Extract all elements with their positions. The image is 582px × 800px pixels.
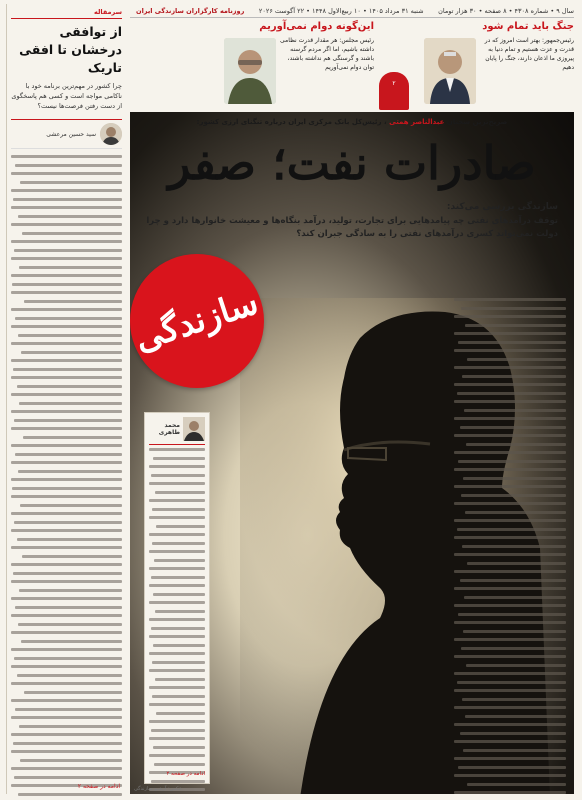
cover-headline[interactable]: صادرات نفت؛ صفر xyxy=(168,136,536,190)
kicker-suffix: ، رئیس‌کل بانک مرکزی ایران درباره تنگنای ارزی کشور: xyxy=(196,118,387,126)
teaser-president[interactable] xyxy=(424,20,574,108)
cover-body-text xyxy=(454,298,566,794)
publication-name: روزنامه کارگزاران سازندگی ایران xyxy=(136,6,245,15)
column-author-photo xyxy=(183,417,205,441)
kicker-name: عبدالناصر همتی xyxy=(389,118,445,126)
masthead-strip xyxy=(130,4,574,18)
subhead-lead: سازندگی بررسی می‌کند: xyxy=(446,202,558,212)
editorial-body xyxy=(11,155,122,800)
column-box xyxy=(144,412,210,784)
teaser-title: این‌گونه دوام نمی‌آوریم xyxy=(259,21,374,32)
photo-credit: عکس: آرشیو سازندگی xyxy=(134,786,182,792)
date-line: شنبه ۳۱ مرداد ۱۴۰۵ • ۱۰ ربیع‌الاول ۱۴۴۸ • ۲۲ آگوست ۲۰۲۶ xyxy=(258,6,424,15)
top-teasers xyxy=(130,20,574,108)
portrait-photo xyxy=(224,38,276,104)
logo-tab-number: ۲ xyxy=(392,80,396,87)
brand-logo xyxy=(130,254,264,388)
avatar xyxy=(100,123,122,145)
subhead-question: توقف درآمدهای نفتی چه پیامدهایی برای تجارت، تولید، درآمد بنگاه‌ها و معیشت خانوارها دارد و چرا دولت نمی‌تواند کسری درآمدهای نفتی را به سادگی جبران کند؟ xyxy=(146,216,558,239)
column-body xyxy=(149,448,205,794)
cover-kicker xyxy=(138,118,566,126)
editorial-title[interactable]: از توافقی درخشان تا افقی تاریک xyxy=(19,24,122,75)
editorial-sidebar xyxy=(6,4,126,794)
section-tag: سرمقاله xyxy=(11,8,122,19)
logo-tab xyxy=(379,72,409,110)
issue-line: سال ۹ • شماره ۴۳۰۸ • ۸ صفحه • ۳۰ هزار تومان xyxy=(438,6,574,15)
column-continued[interactable]: ادامه در صفحه ۲ xyxy=(166,771,205,777)
teaser-text: رئیس‌جمهور: بهتر است امروز که در قدرت و عزت هستیم و تمام دنیا به پیروزی ما اذعان دارند، جنگ را پایان دهیم xyxy=(484,37,574,71)
continued-note[interactable]: ادامه در صفحه ۲ xyxy=(77,783,120,790)
cover-story xyxy=(130,112,574,794)
editorial-dek: چرا کشور در مهم‌ترین برنامه خود با ناکامی مواجه است و کسی هم پاسخگوی از دست رفتن فرصت‌ها نیست؟ xyxy=(11,82,122,110)
column-author: محمد طاهری xyxy=(158,422,180,436)
teaser-speaker[interactable] xyxy=(224,20,374,108)
kicker-prefix: صریح‌ترین سخنان xyxy=(446,118,508,126)
brand-logo-text: سازندگی xyxy=(130,282,264,360)
author-byline xyxy=(11,119,122,149)
column-head xyxy=(149,417,205,445)
cover-subhead xyxy=(140,202,558,241)
portrait-photo xyxy=(424,38,476,104)
author-name: سید حسین مرعشی xyxy=(46,130,96,138)
teaser-text: رئیس مجلس: هر مقدار قدرت نظامی داشته باشیم، اما اگر مردم گرسنه باشند و گرسنگی هم نداشته باشند، توان دوام نمی‌آوریم xyxy=(280,37,374,71)
teaser-title: جنگ باید تمام شود xyxy=(482,21,574,32)
